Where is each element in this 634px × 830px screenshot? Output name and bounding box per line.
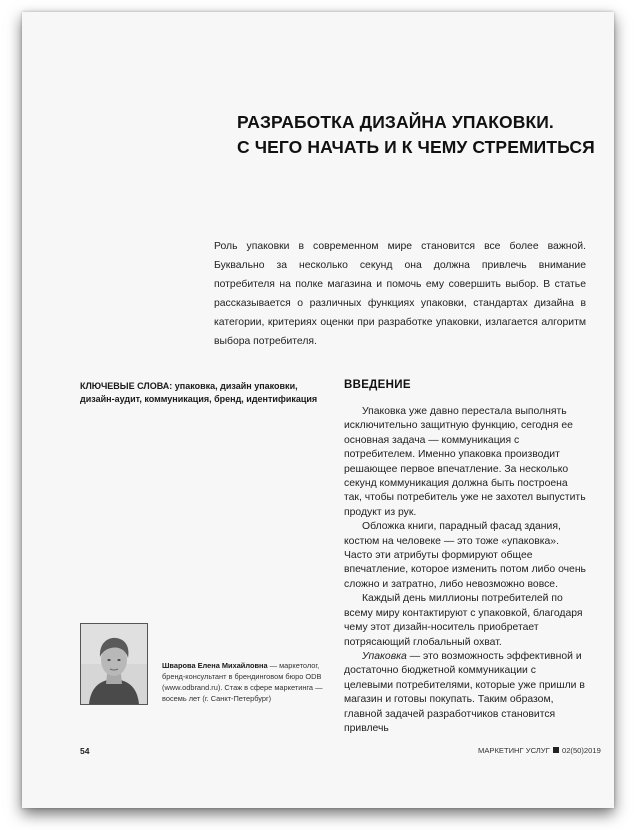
emphasis-word: Упаковка xyxy=(362,650,407,662)
keywords-list: упаковка, дизайн упаковки, дизайн-аудит, коммуникация, бренд, идентификация xyxy=(80,381,318,404)
author-info xyxy=(162,660,334,704)
article-title xyxy=(237,110,617,160)
section-heading: ВВЕДЕНИЕ xyxy=(344,379,411,391)
author-photo xyxy=(80,623,148,705)
title-line-2: С ЧЕГО НАЧАТЬ И К ЧЕМУ СТРЕМИТЬСЯ xyxy=(237,137,595,157)
keywords-block xyxy=(80,380,330,405)
article-abstract: Роль упаковки в современном мире становится все более важной. Буквально за несколько секунд она должна привлечь внимание потребителя на полке магазина и помочь ему совершить выбор. В статье рассказывается о различных функциях упаковки, стандартах дизайна в категории, критериях оценки при разработке упаковки, излагается алгоритм выбора потребителя. xyxy=(214,241,586,347)
author-name: Шварова Елена Михайловна xyxy=(162,661,268,670)
journal-footer xyxy=(478,746,601,755)
keywords-label: КЛЮЧЕВЫЕ СЛОВА: xyxy=(80,381,173,391)
author-bio: — маркетолог, бренд-консультант в брендинговом бюро ODB (www.odbrand.ru). Стаж в сфере маркетинга — восемь лет (г. Санкт-Петербург) xyxy=(162,661,323,703)
title-line-1: РАЗРАБОТКА ДИЗАЙНА УПАКОВКИ. xyxy=(237,112,554,132)
body-paragraph-rest: — это возможность эффективной и достаточно бюджетной коммуникации с целевыми потребителями, которые уже пришли в магазин и готовы покупать. Таким образом, главной задачей разработчиков становится привлечь xyxy=(344,650,585,734)
page-number: 54 xyxy=(80,746,90,756)
square-icon xyxy=(553,747,559,753)
journal-issue: 02(50)2019 xyxy=(561,746,601,755)
body-paragraph xyxy=(344,650,586,736)
body-paragraph: Обложка книги, парадный фасад здания, костюм на человеке — это тоже «упаковка». Часто эти атрибуты формируют общее впечатление, которое изменить потом либо очень сложно и затратно, либо невозможно вовсе. xyxy=(344,521,586,590)
journal-name: МАРКЕТИНГ УСЛУГ xyxy=(478,746,550,755)
body-paragraph: Упаковка уже давно перестала выполнять исключительно защитную функцию, сегодня ее основная задача — коммуникация с потребителем. Именно упаковка производит решающее первое впечатление. За несколько секунд коммуникация должна быть построена так, чтобы потребитель уже не захотел выпустить продукт из рук. xyxy=(344,406,586,518)
body-paragraph: Каждый день миллионы потребителей по всему миру контактируют с упаковкой, благодаря чему этот дизайн-носитель приобретает потрясающий глобальный охват. xyxy=(344,593,583,648)
article-body xyxy=(344,405,586,736)
author-portrait-image xyxy=(81,624,147,704)
